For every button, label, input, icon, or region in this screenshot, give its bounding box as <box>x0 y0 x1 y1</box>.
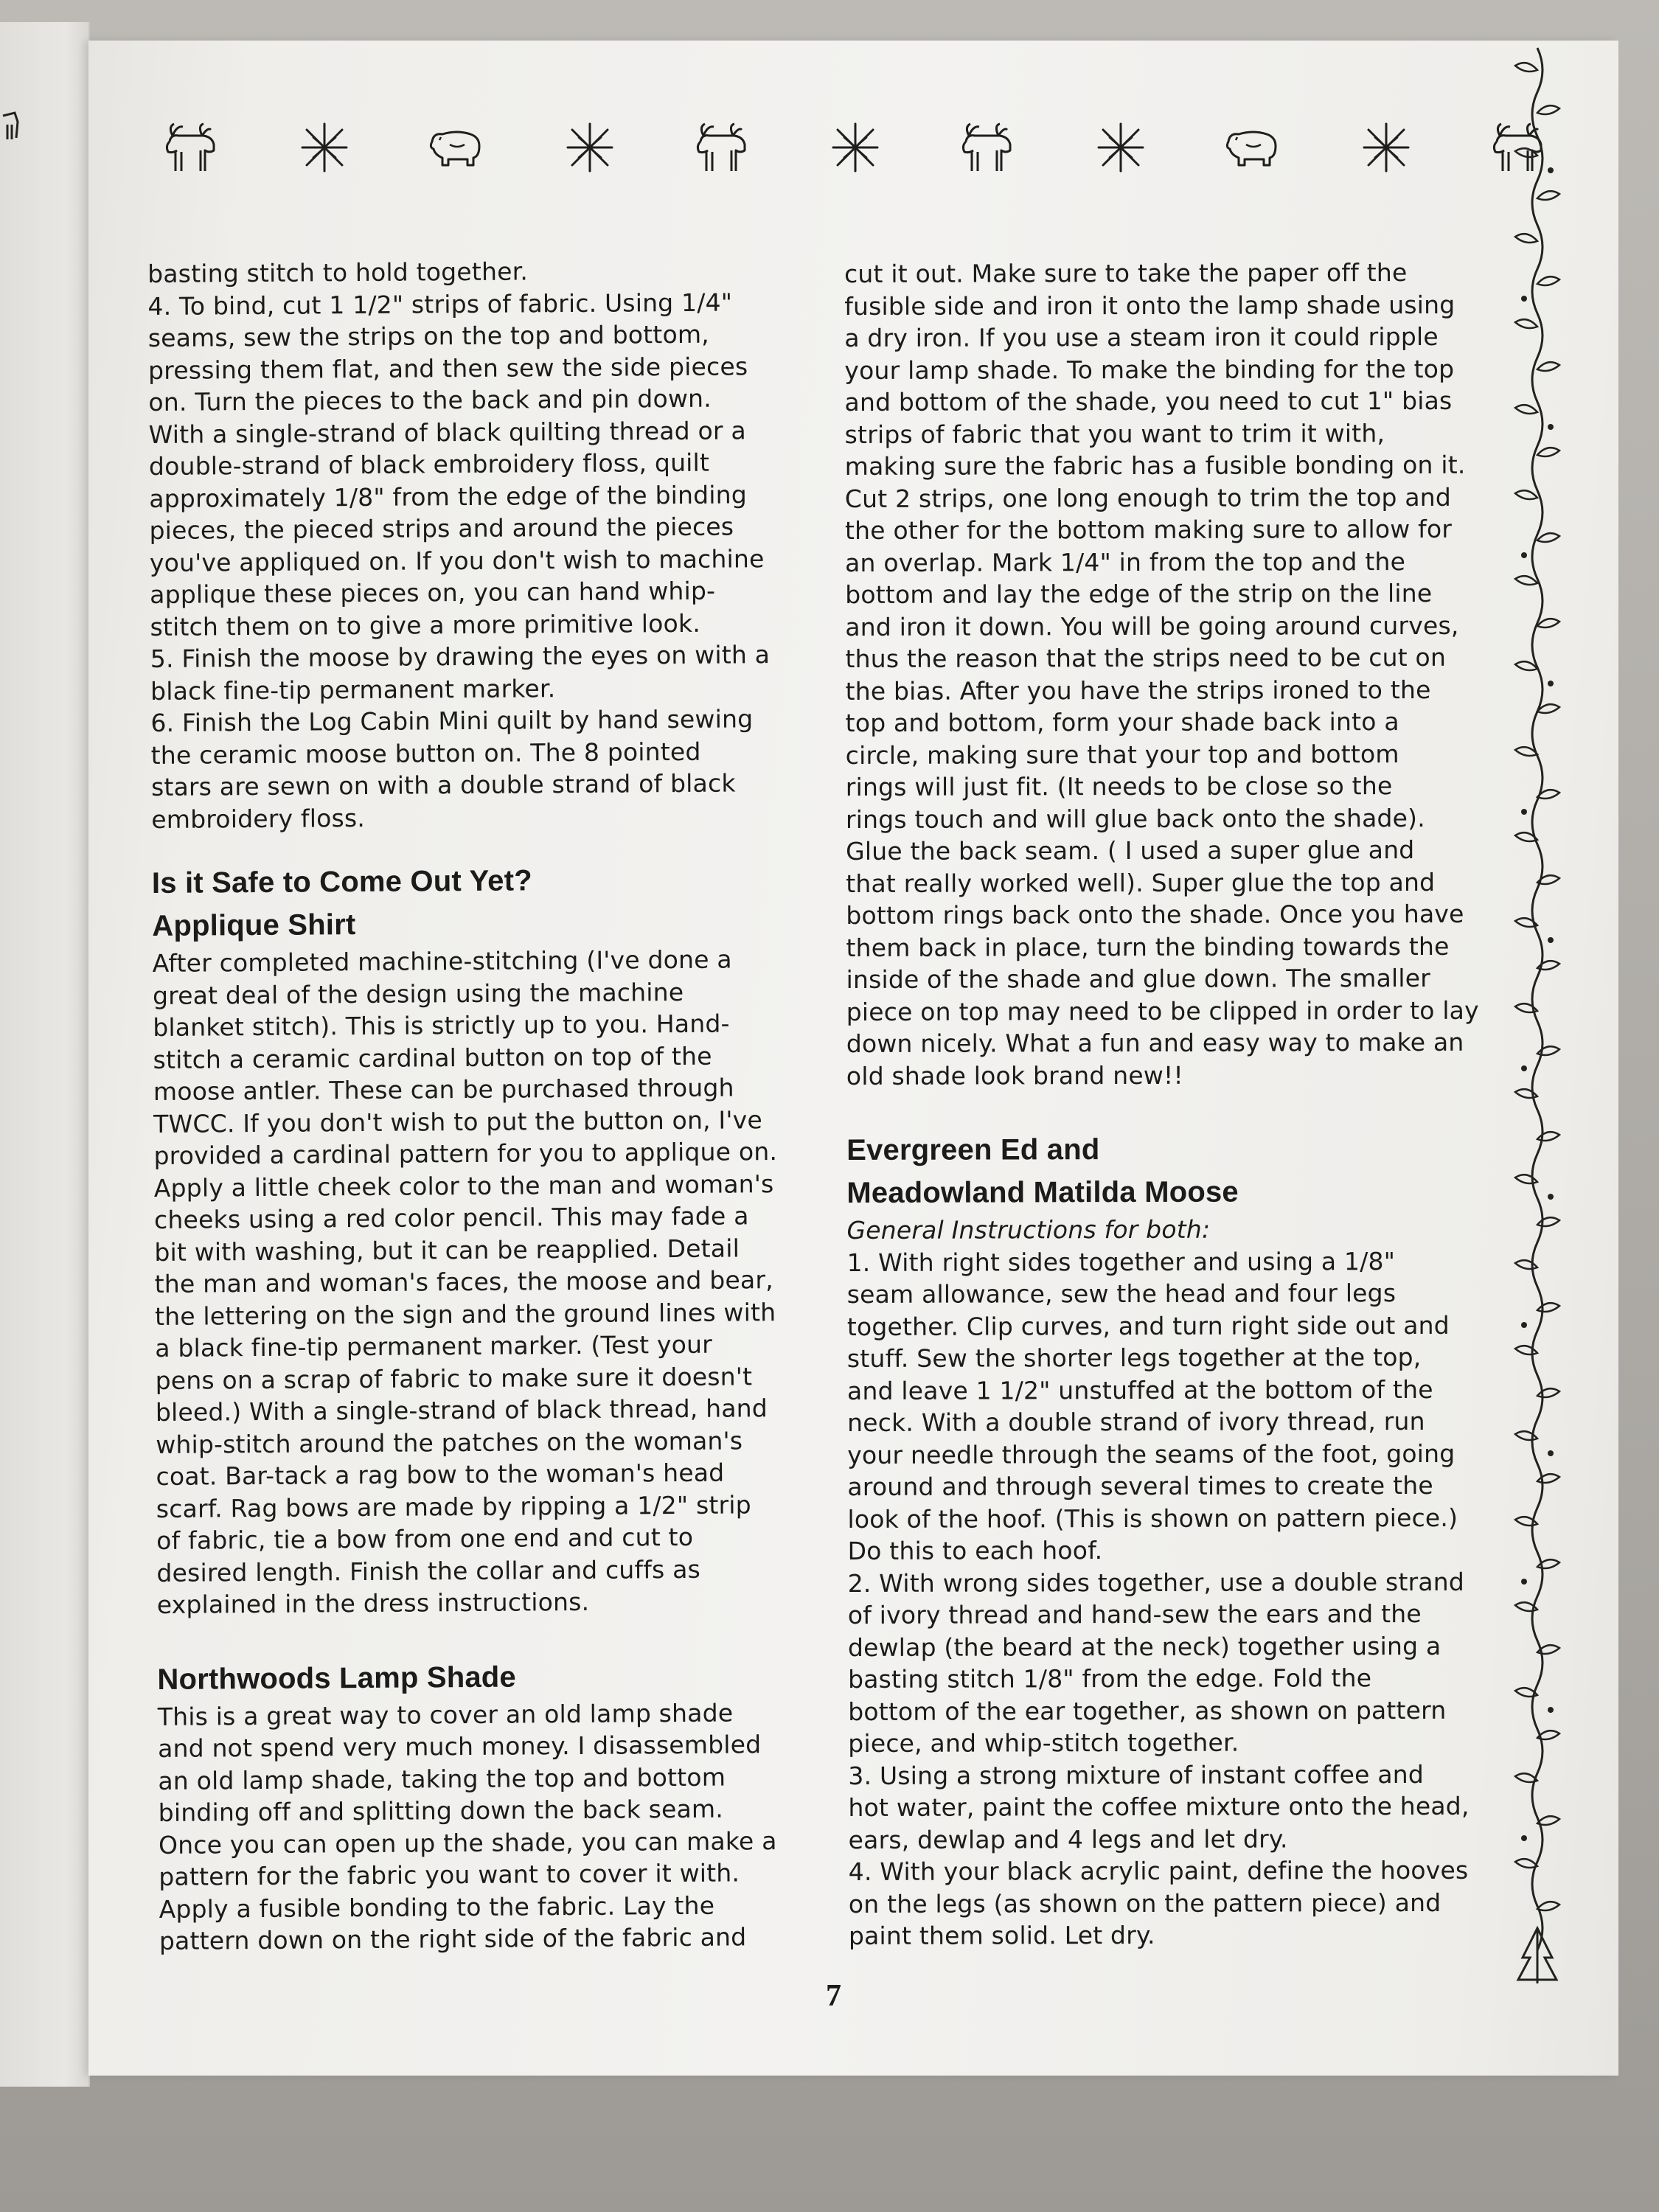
text-line: on the legs (as shown on the pattern piece) and <box>848 1888 1441 1919</box>
text-line: desired length. Finish the collar and cuffs as <box>156 1554 701 1587</box>
moose-icon <box>162 119 221 175</box>
star-icon <box>295 119 354 175</box>
facing-page-edge <box>0 22 90 2087</box>
text-line: ears, dewlap and 4 legs and let dry. <box>848 1823 1288 1854</box>
bear-icon <box>1224 119 1283 175</box>
text-line: embroidery floss. <box>151 803 366 834</box>
text-line: moose antler. These can be purchased through <box>153 1073 734 1106</box>
section-heading-evergreen-ed: Evergreen Ed and <box>846 1133 1100 1166</box>
moose-icon <box>0 107 25 151</box>
text-line: cheeks using a red color pencil. This may fade a <box>153 1201 749 1234</box>
text-line: black fine-tip permanent marker. <box>150 673 556 706</box>
text-line: pattern for the fabric you want to cover it with. <box>159 1858 740 1891</box>
text-line: of fabric, tie a bow from one end and cut to <box>156 1522 694 1555</box>
text-line: strips of fabric that you want to trim it with, <box>844 418 1385 449</box>
text-line: together. Clip curves, and turn right side out and <box>846 1310 1450 1341</box>
text-line: them back in place, turn the binding towards the <box>846 931 1450 962</box>
text-line: coat. Bar-tack a rag bow to the woman's head <box>156 1458 725 1491</box>
text-line: around and through several times to create the <box>847 1470 1433 1501</box>
text-line: and iron it down. You will be going around curves, <box>845 611 1459 641</box>
text-line: 2. With wrong sides together, use a double strand <box>847 1567 1465 1598</box>
section-heading-meadowland-matilda: Meadowland Matilda Moose <box>846 1175 1239 1209</box>
text-line: and leave 1 1/2" unstuffed at the bottom of the <box>846 1374 1433 1405</box>
text-line: stitch them on to give a more primitive look. <box>150 608 701 641</box>
text-line: dewlap (the beard at the neck) together using a <box>847 1631 1441 1662</box>
intro-paragraph <box>147 254 807 835</box>
text-line: Glue the back seam. ( I used a super glue and <box>846 835 1415 866</box>
text-line: Apply a little cheek color to the man and woman's <box>153 1169 774 1203</box>
moose-instructions-paragraph <box>847 1245 1506 1952</box>
text-line: approximately 1/8" from the edge of the binding <box>149 479 748 513</box>
text-line: the ceramic moose button on. The 8 pointed <box>150 737 701 770</box>
star-icon <box>1091 119 1150 175</box>
star-icon <box>1357 119 1416 175</box>
text-line: and not spend very much money. I disassembled <box>157 1730 762 1763</box>
text-line: stars are sewn on with a double strand of black <box>150 768 736 801</box>
section-heading-applique-shirt: Applique Shirt <box>152 908 356 942</box>
text-line: applique these pieces on, you can hand whip- <box>150 576 716 609</box>
text-line: scarf. Rag bows are made by ripping a 1/2" strip <box>156 1489 751 1523</box>
text-line: great deal of the design using the machine <box>152 977 684 1010</box>
text-line: the bias. After you have the strips ironed to the <box>845 675 1431 706</box>
decorative-icon-border <box>162 103 1548 192</box>
text-line: bottom rings back onto the shade. Once you have <box>846 899 1464 930</box>
text-line: that really worked well). Super glue the top and <box>846 867 1436 898</box>
text-line: rings touch and will glue back onto the shade). <box>845 803 1425 834</box>
moose-icon <box>959 119 1018 175</box>
star-icon <box>826 119 885 175</box>
text-line: 4. To bind, cut 1 1/2" strips of fabric. Using 1/4" <box>147 287 733 321</box>
text-line: piece, and whip-stitch together. <box>848 1728 1239 1758</box>
text-line: stitch a ceramic cardinal button on top of the <box>153 1041 712 1074</box>
moose-icon <box>693 119 752 175</box>
text-line: After completed machine-stitching (I've done a <box>152 945 732 978</box>
text-line: 3. Using a strong mixture of instant coffee and <box>848 1759 1425 1790</box>
text-line: provided a cardinal pattern for you to applique on. <box>153 1137 778 1170</box>
text-line: the other for the bottom making sure to allow for <box>844 514 1453 545</box>
section-heading-lamp-shade: Northwoods Lamp Shade <box>157 1660 517 1696</box>
book-page <box>88 41 1618 2076</box>
section-heading-safe-to-come-out: Is it Safe to Come Out Yet? <box>151 864 532 900</box>
text-line: bottom and lay the edge of the strip on the line <box>845 578 1433 609</box>
text-line: hot water, paint the coffee mixture onto the head, <box>848 1791 1470 1822</box>
right-column <box>844 257 1505 1952</box>
text-line: bit with washing, but it can be reapplied. Detail <box>154 1233 740 1267</box>
text-line: This is a great way to cover an old lamp shade <box>157 1698 734 1731</box>
text-line: paint them solid. Let dry. <box>848 1920 1155 1950</box>
star-icon <box>560 119 619 175</box>
text-line: circle, making sure that your top and bottom <box>845 739 1399 770</box>
text-line: top and bottom, form your shade back into a <box>845 707 1399 737</box>
lamp-shade-continued-paragraph <box>844 257 1503 1092</box>
text-line: a black fine-tip permanent marker. (Test your <box>155 1329 713 1363</box>
text-line: Cut 2 strips, one long enough to trim the top and <box>844 482 1452 513</box>
text-line: you've appliqued on. If you don't wish to machine <box>149 543 765 577</box>
text-line: With a single-strand of black quilting thread or a <box>148 415 746 449</box>
text-line: on. Turn the pieces to the back and pin down. <box>148 383 712 417</box>
text-line: down nicely. What a fun and easy way to make an <box>846 1027 1464 1058</box>
text-line: explained in the dress instructions. <box>156 1587 590 1619</box>
text-line: pressing them flat, and then sew the side pieces <box>147 351 748 385</box>
text-line: old shade look brand new!! <box>846 1060 1183 1091</box>
text-line: an old lamp shade, taking the top and bottom <box>158 1762 726 1795</box>
text-line: your lamp shade. To make the binding for the top <box>844 354 1455 385</box>
text-line: cut it out. Make sure to take the paper off the <box>844 258 1408 288</box>
text-line: bleed.) With a single-strand of black thread, hand <box>155 1394 768 1427</box>
text-line: Do this to each hoof. <box>847 1536 1103 1565</box>
text-line: TWCC. If you don't wish to put the button on, I've <box>153 1105 763 1138</box>
text-line: fusible side and iron it onto the lamp shade using <box>844 290 1455 321</box>
text-line: the lettering on the sign and the ground lines with <box>154 1297 776 1331</box>
text-line: your needle through the seams of the foot, going <box>847 1439 1455 1470</box>
text-line: thus the reason that the strips need to be cut on <box>845 642 1447 673</box>
text-line: inside of the shade and glue down. The smaller <box>846 963 1431 994</box>
text-line: and bottom of the shade, you need to cut 1" bias <box>844 386 1453 417</box>
text-line: 4. With your black acrylic paint, define the hooves <box>848 1855 1469 1886</box>
text-line: binding off and splitting down the back seam. <box>158 1794 724 1827</box>
text-line: seam allowance, sew the head and four legs <box>846 1279 1397 1309</box>
text-line: whip-stitch around the patches on the woman's <box>156 1425 743 1459</box>
text-line: an overlap. Mark 1/4" in from the top and the <box>845 546 1406 577</box>
text-line: pieces, the pieced strips and around the pieces <box>149 512 734 545</box>
text-line: bottom of the ear together, as shown on pattern <box>848 1695 1447 1726</box>
text-line: neck. With a double strand of ivory thread, run <box>847 1406 1425 1437</box>
text-line: 6. Finish the Log Cabin Mini quilt by hand sewing <box>150 704 754 737</box>
text-line: of ivory thread and hand-sew the ears and the <box>847 1599 1422 1630</box>
text-line: basting stitch to hold together. <box>147 257 529 288</box>
text-line: pattern down on the right side of the fabric and <box>159 1922 747 1955</box>
lamp-shade-paragraph <box>158 1696 815 1957</box>
bear-icon <box>428 119 487 175</box>
text-line: 5. Finish the moose by drawing the eyes on with a <box>150 640 771 673</box>
text-line: rings will just fit. (It needs to be close so the <box>845 771 1393 801</box>
text-line: seams, sew the strips on the top and bottom, <box>147 319 710 352</box>
text-line: basting stitch 1/8" from the edge. Fold the <box>847 1663 1372 1694</box>
text-line: look of the hoof. (This is shown on pattern piece.) <box>847 1503 1458 1534</box>
text-line: Apply a fusible bonding to the fabric. Lay the <box>159 1891 715 1924</box>
text-line: making sure the fabric has a fusible bonding on it. <box>844 450 1466 481</box>
left-column <box>147 254 815 1958</box>
text-line: the man and woman's faces, the moose and bear, <box>154 1265 773 1298</box>
text-line: piece on top may need to be clipped in order to lay <box>846 995 1479 1026</box>
text-line: 1. With right sides together and using a 1/8" <box>846 1246 1396 1277</box>
text-line: a dry iron. If you use a steam iron it could ripple <box>844 321 1439 352</box>
general-instructions-subheading: General Instructions for both: <box>846 1214 1211 1245</box>
text-line: pens on a scrap of fabric to make sure it doesn't <box>155 1361 753 1395</box>
page-number: 7 <box>826 1979 841 2013</box>
text-line: double-strand of black embroidery floss, quilt <box>148 448 710 481</box>
text-line: blanket stitch). This is strictly up to you. Hand- <box>153 1009 730 1042</box>
text-line: stuff. Sew the shorter legs together at the top, <box>846 1342 1422 1373</box>
text-line: Once you can open up the shade, you can make a <box>158 1826 777 1860</box>
applique-shirt-paragraph <box>153 943 813 1621</box>
